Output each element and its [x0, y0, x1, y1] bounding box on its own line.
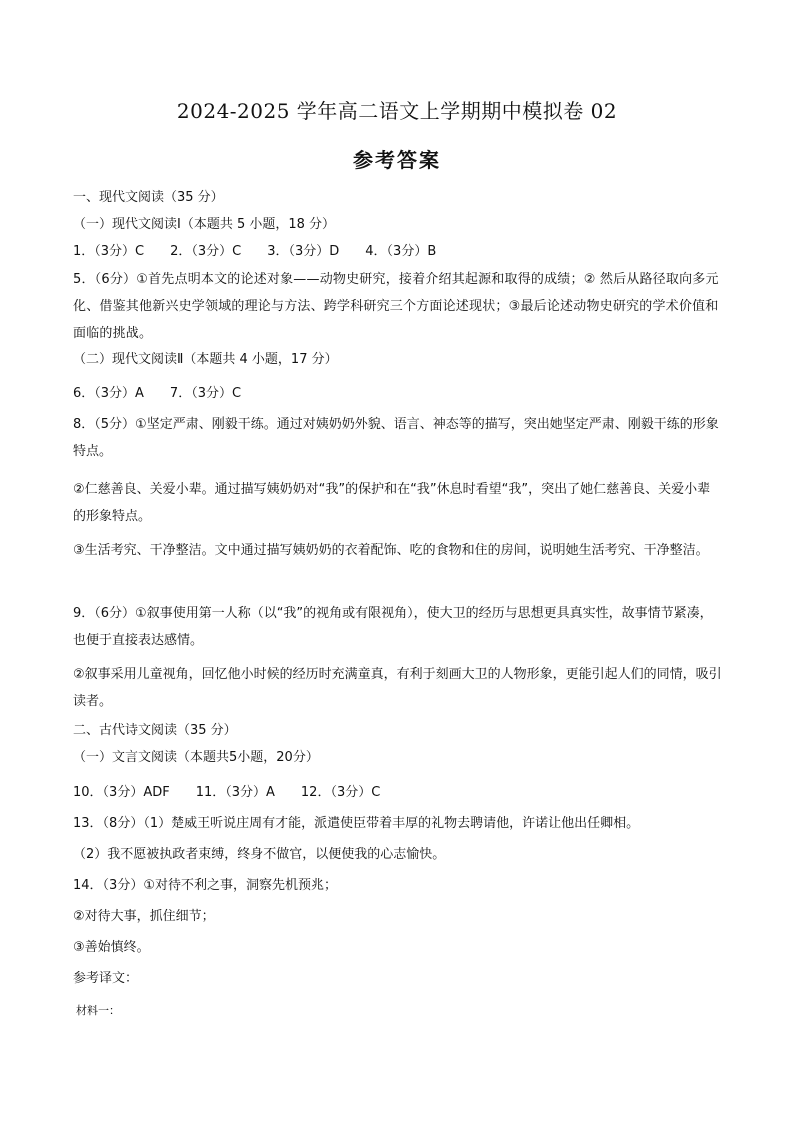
material-label: 材料一： — [76, 1004, 120, 1017]
reference-translation-heading: 参考译文： — [73, 971, 139, 986]
answer-paragraph: ②仁慈善良、关爱小辈。通过描写姨奶奶对“我”的保护和在“我”休息时看望“我”，突出了她仁慈善良、关爱小辈的形象特点。 — [73, 482, 711, 524]
answer-paragraph: 8．（5分）①坚定严肃、刚毅干练。通过对姨奶奶外貌、语言、神态等的描写，突出她坚定严肃、刚毅干练的形象特点。 — [73, 417, 719, 459]
answer-paragraph: 9．（6分）①叙事使用第一人称（以“我”的视角或有限视角），使大卫的经历与思想更具真实性，故事情节紧凑，也便于直接表达感情。 — [73, 606, 713, 648]
section-heading: 一、现代文阅读（35 分） — [73, 190, 224, 205]
answer-line: ②对待大事，抓住细节； — [73, 909, 215, 924]
answer-line: ③善始慎终。 — [73, 940, 150, 955]
subsection-heading: （一）文言文阅读（本题共5小题，20分） — [73, 750, 319, 765]
answer-paragraph: ②叙事采用儿童视角，回忆他小时候的经历时充满童真，有利于刻画大卫的人物形象，更能引起人们的同情，吸引读者。 — [73, 667, 722, 709]
answer-line: 1．（3分）C 2．（3分）C 3．（3分）D 4．（3分）B — [73, 244, 437, 259]
answer-paragraph: ③生活考究、干净整洁。文中通过描写姨奶奶的衣着配饰、吃的食物和住的房间，说明她生活考究、干净整洁。 — [73, 543, 709, 558]
subsection-heading: （二）现代文阅读Ⅱ（本题共 4 小题，17 分） — [73, 352, 338, 367]
subsection-heading: （一）现代文阅读Ⅰ（本题共 5 小题，18 分） — [73, 217, 336, 232]
answer-line: 6．（3分）A 7．（3分）C — [73, 386, 242, 401]
answer-line: （2）我不愿被执政者束缚，终身不做官，以便使我的心志愉快。 — [73, 847, 446, 862]
page-title: 2024-2025 学年高二语文上学期期中模拟卷 02 — [176, 99, 618, 123]
answer-paragraph: 5．（6分）①首先点明本文的论述对象——动物史研究，接着介绍其起源和取得的成绩；② 然后从路径取向多元化、借鉴其他新兴史学领域的理论与方法、跨学科研究三个方面论述现状；③最后论述动物史研究的学术价值和面临的挑战。 — [73, 272, 719, 341]
answer-line: 14．（3分）①对待不利之事，洞察先机预兆； — [73, 878, 337, 893]
answer-line: 13．（8分）（1）楚威王听说庄周有才能，派遣使臣带着丰厚的礼物去聘请他，许诺让他出任卿相。 — [73, 816, 640, 831]
page-subtitle: 参考答案 — [353, 148, 441, 172]
answer-line: 10．（3分）ADF 11．（3分）A 12．（3分）C — [73, 785, 381, 800]
section-heading: 二、古代诗文阅读（35 分） — [73, 723, 237, 738]
